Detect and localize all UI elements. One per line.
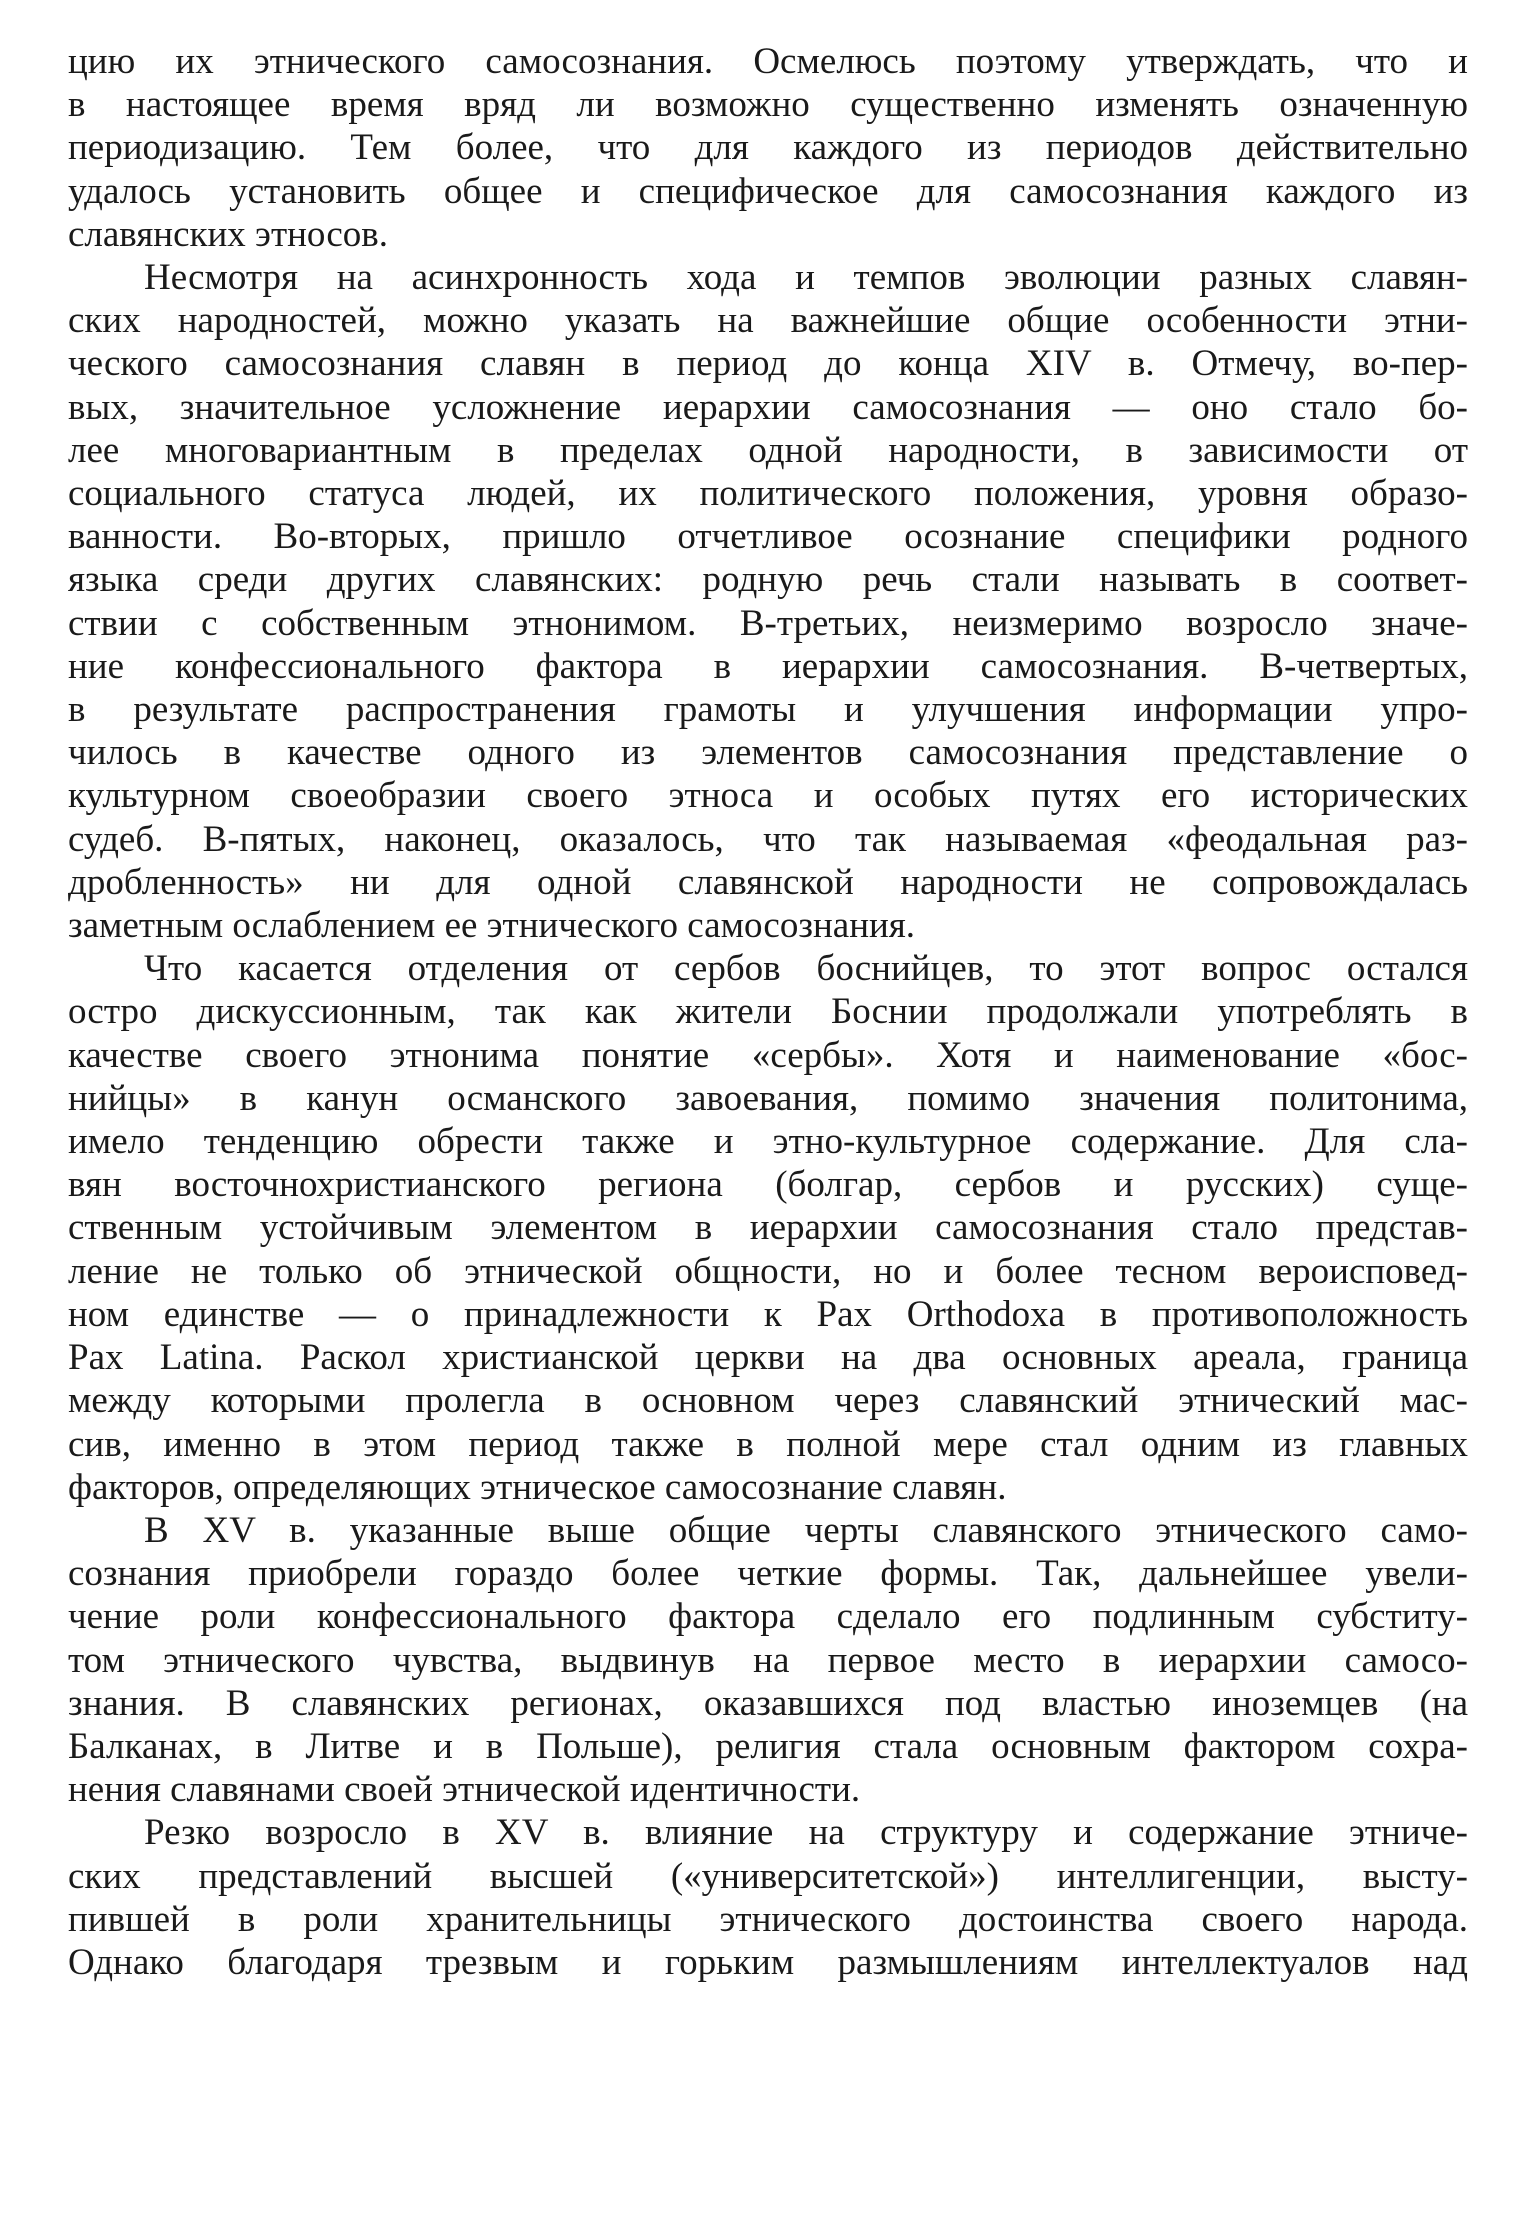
text-line: ствии с собственным этнонимом. В-третьих, неизмеримо возросло значе- [68,602,1468,644]
text-line: чилось в качестве одного из элементов самосознания представление о [68,732,1468,774]
text-line: нения славянами своей этнической идентичности. [68,1769,861,1811]
text-line: Резко возросло в XV в. влияние на структуру и содержание этниче- [144,1812,1468,1854]
text-line: качестве своего этнонима понятие «сербы». Хотя и наименование «бос- [68,1034,1468,1076]
text-line: между которыми пролегла в основном через славянский этнический мас- [68,1380,1468,1422]
text-line: Балканах, в Литве и в Польше), религия стала основным фактором сохра- [68,1725,1468,1767]
text-line: славянских этносов. [68,213,388,255]
paragraph [68,40,1468,256]
text-line: заметным ослаблением ее этнического самосознания. [68,905,916,947]
text-line: Однако благодаря трезвым и горьким размышлениям интеллектуалов над [68,1941,1468,1983]
text-line: цию их этнического самосознания. Осмелюсь поэтому утверждать, что и [68,41,1468,82]
text-line: удалось установить общее и специфическое для самосознания каждого из [68,170,1468,212]
text-line: языка среди других славянских: родную речь стали называть в соответ- [68,559,1468,601]
text-line: в результате распространения грамоты и улучшения информации упро- [68,689,1468,731]
text-line: в настоящее время вряд ли возможно существенно изменять означенную [68,84,1468,126]
text-line: сознания приобрели гораздо более четкие формы. Так, дальнейшее увели- [68,1553,1468,1595]
text-line: чение роли конфессионального фактора сделало его подлинным субститу- [68,1596,1468,1638]
text-line: периодизацию. Тем более, что для каждого из периодов действительно [68,127,1468,169]
text-line: социального статуса людей, их политического положения, уровня образо- [68,473,1468,515]
paragraph [68,1811,1468,1984]
text-line: ном единстве — о принадлежности к Pax Orthodoxa в противоположность [68,1293,1468,1335]
text-line: остро дискуссионным, так как жители Боснии продолжали употреблять в [68,991,1468,1033]
text-line: факторов, определяющих этническое самосознание славян. [68,1466,1007,1508]
text-line: дробленность» ни для одной славянской народности не сопровождалась [68,861,1468,903]
text-line: Несмотря на асинхронность хода и темпов эволюции разных славян- [144,257,1468,299]
text-line: ческого самосознания славян в период до конца XIV в. Отмечу, во-пер- [68,343,1468,385]
text-line: ление не только об этнической общности, но и более тесном вероисповед- [68,1250,1468,1292]
text-line: ственным устойчивым элементом в иерархии самосознания стало представ- [68,1207,1468,1249]
text-line: ванности. Во-вторых, пришло отчетливое осознание специфики родного [68,516,1468,558]
text-line: Pax Latina. Раскол христианской церкви на два основных ареала, граница [68,1337,1468,1379]
text-line: Что касается отделения от сербов боснийцев, то этот вопрос остался [144,948,1468,990]
paragraph [68,1509,1468,1811]
text-line: вых, значительное усложнение иерархии самосознания — оно стало бо- [68,386,1468,428]
text-line: сив, именно в этом период также в полной мере стал одним из главных [68,1423,1468,1465]
text-line: знания. В славянских регионах, оказавшихся под властью иноземцев (на [68,1682,1468,1724]
text-line: ских народностей, можно указать на важнейшие общие особенности этни- [68,300,1468,342]
text-line: В XV в. указанные выше общие черты славянского этнического само- [144,1509,1468,1551]
text-line: судеб. В-пятых, наконец, оказалось, что так называемая «феодальная раз- [68,818,1468,860]
text-line: пившей в роли хранительницы этнического достоинства своего народа. [68,1898,1468,1940]
paragraph [68,947,1468,1509]
text-line: ние конфессионального фактора в иерархии самосознания. В-четвертых, [68,645,1468,687]
text-line: нийцы» в канун османского завоевания, помимо значения политонима, [68,1077,1468,1119]
text-line: вян восточнохристианского региона (болгар, сербов и русских) суще- [68,1164,1468,1206]
book-page [68,40,1468,1984]
text-line: ских представлений высшей («университетской») интеллигенции, высту- [68,1855,1468,1897]
text-line: том этнического чувства, выдвинув на первое место в иерархии самосо- [68,1639,1468,1681]
paragraph [68,256,1468,947]
text-line: имело тенденцию обрести также и этно-культурное содержание. Для сла- [68,1121,1468,1163]
text-line: культурном своеобразии своего этноса и особых путях его исторических [68,775,1468,817]
text-line: лее многовариантным в пределах одной народности, в зависимости от [68,429,1468,471]
